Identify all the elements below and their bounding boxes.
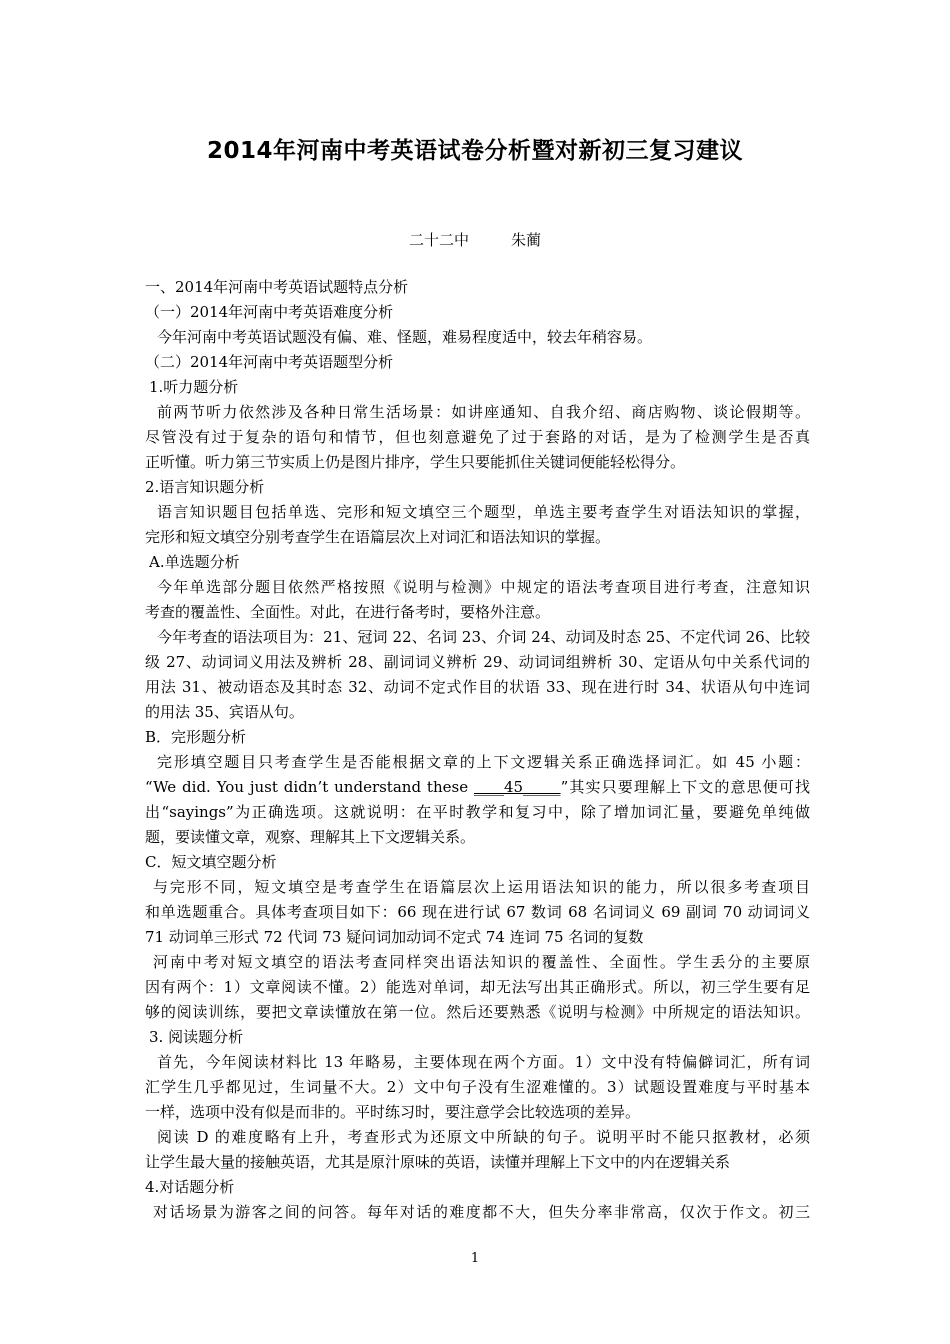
paragraph-line: 一样，选项中没有似是而非的。平时练习时，要注意学会比较选项的差异。	[145, 1103, 641, 1121]
paragraph-line: 语言知识题目包括单选、完形和短文填空三个题型，单选主要考查学生对语法知识的掌握，	[157, 503, 810, 521]
item-heading: 2.语言知识题分析	[145, 478, 265, 496]
paragraph-line: 前两节听力依然涉及各种日常生活场景：如讲座通知、自我介绍、商店购物、谈论假期等。	[157, 403, 810, 421]
paragraph-line: 的用法 35、宾语从句。	[145, 703, 304, 721]
paragraph-line: 考查的覆盖性、全面性。对此，在进行备考时，要格外注意。	[145, 603, 551, 621]
item-heading: 4.对话题分析	[145, 1178, 235, 1196]
item-heading: B．完形题分析	[145, 728, 247, 746]
paragraph-line: 出“sayings”为正确选项。这就说明：在平时教学和复习中，除了增加词汇量，要避免单纯做	[145, 803, 810, 821]
item-heading: 3. 阅读题分析	[149, 1028, 244, 1046]
paragraph-line: 完形填空题目只考查学生是否能根据文章的上下文逻辑关系正确选择词汇。如 45 小题：	[157, 753, 810, 771]
paragraph-line: 今年河南中考英语试题没有偏、难、怪题，难易程度适中，较去年稍容易。	[157, 328, 653, 346]
item-heading: A.单选题分析	[149, 553, 240, 571]
paragraph-line: 和单选题重合。具体考查项目如下：66 现在进行试 67 数词 68 名词词义 69 副词 70 动词词义	[145, 903, 810, 921]
paragraph-line: 首先，今年阅读材料比 13 年略易，主要体现在两个方面。1）文中没有特偏僻词汇，所有词	[157, 1053, 810, 1071]
paragraph-line: 汇学生几乎都见过，生词量不大。2）文中句子没有生涩难懂的。3）试题设置难度与平时基本	[145, 1078, 810, 1096]
subsection-heading: （二）2014年河南中考英语题型分析	[145, 353, 394, 371]
author-school: 二十二中	[408, 231, 469, 249]
paragraph-line: 阅读 D 的难度略有上升，考查形式为还原文中所缺的句子。说明平时不能只抠教材，必须	[157, 1128, 810, 1146]
quote-tail: ”其实只要理解上下文的意思便可找	[560, 778, 810, 796]
paragraph-line: 正听懂。听力第三节实质上仍是图片排序，学生只要能抓住关键词便能轻松得分。	[145, 453, 686, 471]
paragraph-line: 因有两个：1）文章阅读不懂。2）能选对单词，却无法写出其正确形式。所以，初三学生要有足	[145, 978, 810, 996]
blank-number: ____45_____	[473, 778, 561, 796]
paragraph-line: 今年单选部分题目依然严格按照《说明与检测》中规定的语法考查项目进行考查，注意知识	[157, 578, 810, 596]
page-number: 1	[470, 1251, 480, 1266]
paragraph-line	[145, 775, 810, 800]
section-heading: 一、2014年河南中考英语试题特点分析	[145, 278, 409, 296]
author-line	[0, 229, 950, 250]
paragraph-line: 级 27、动词词义用法及辨析 28、副词词义辨析 29、动词词组辨析 30、定语从句中关系代词的	[145, 653, 810, 671]
paragraph-line: 题，要读懂文章，观察、理解其上下文逻辑关系。	[145, 828, 476, 846]
item-heading: 1.听力题分析	[149, 378, 239, 396]
paragraph-line: 让学生最大量的接触英语，尤其是原汁原味的英语，读懂并理解上下文中的内在逻辑关系	[145, 1153, 731, 1171]
paragraph-line: 河南中考对短文填空的语法考查同样突出语法知识的覆盖性、全面性。学生丢分的主要原	[153, 953, 810, 971]
paragraph-line: 71 动词单三形式 72 代词 73 疑问词加动词不定式 74 连词 75 名词的复数	[145, 928, 644, 946]
paragraph-line: 用法 31、被动语态及其时态 32、动词不定式作目的状语 33、现在进行时 34、状语从句中连词	[145, 678, 810, 696]
paragraph-line: 与完形不同，短文填空是考查学生在语篇层次上运用语法知识的能力，所以很多考查项目	[153, 878, 810, 896]
quote-text: “We did. You just didn’t understand these	[145, 778, 474, 796]
subsection-heading: （一）2014年河南中考英语难度分析	[145, 303, 394, 321]
author-name: 朱蔺	[511, 231, 542, 249]
paragraph-line: 尽管没有过于复杂的语句和情节，但也刻意避免了过于套路的对话，是为了检测学生是否真	[145, 428, 810, 446]
paragraph-line: 够的阅读训练，要把文章读懂放在第一位。然后还要熟悉《说明与检测》中所规定的语法知识。	[145, 1003, 810, 1021]
paragraph-line: 对话场景为游客之间的问答。每年对话的难度都不大，但失分率非常高，仅次于作文。初三	[153, 1203, 810, 1221]
paragraph-line: 完形和短文填空分别考查学生在语篇层次上对词汇和语法知识的掌握。	[145, 528, 611, 546]
document-title: 2014年河南中考英语试卷分析暨对新初三复习建议	[206, 138, 743, 164]
paragraph-line: 今年考查的语法项目为：21、冠词 22、名词 23、介词 24、动词及时态 25、不定代词 26、比较	[157, 628, 810, 646]
item-heading: C．短文填空题分析	[145, 853, 277, 871]
document-body	[145, 275, 810, 1225]
